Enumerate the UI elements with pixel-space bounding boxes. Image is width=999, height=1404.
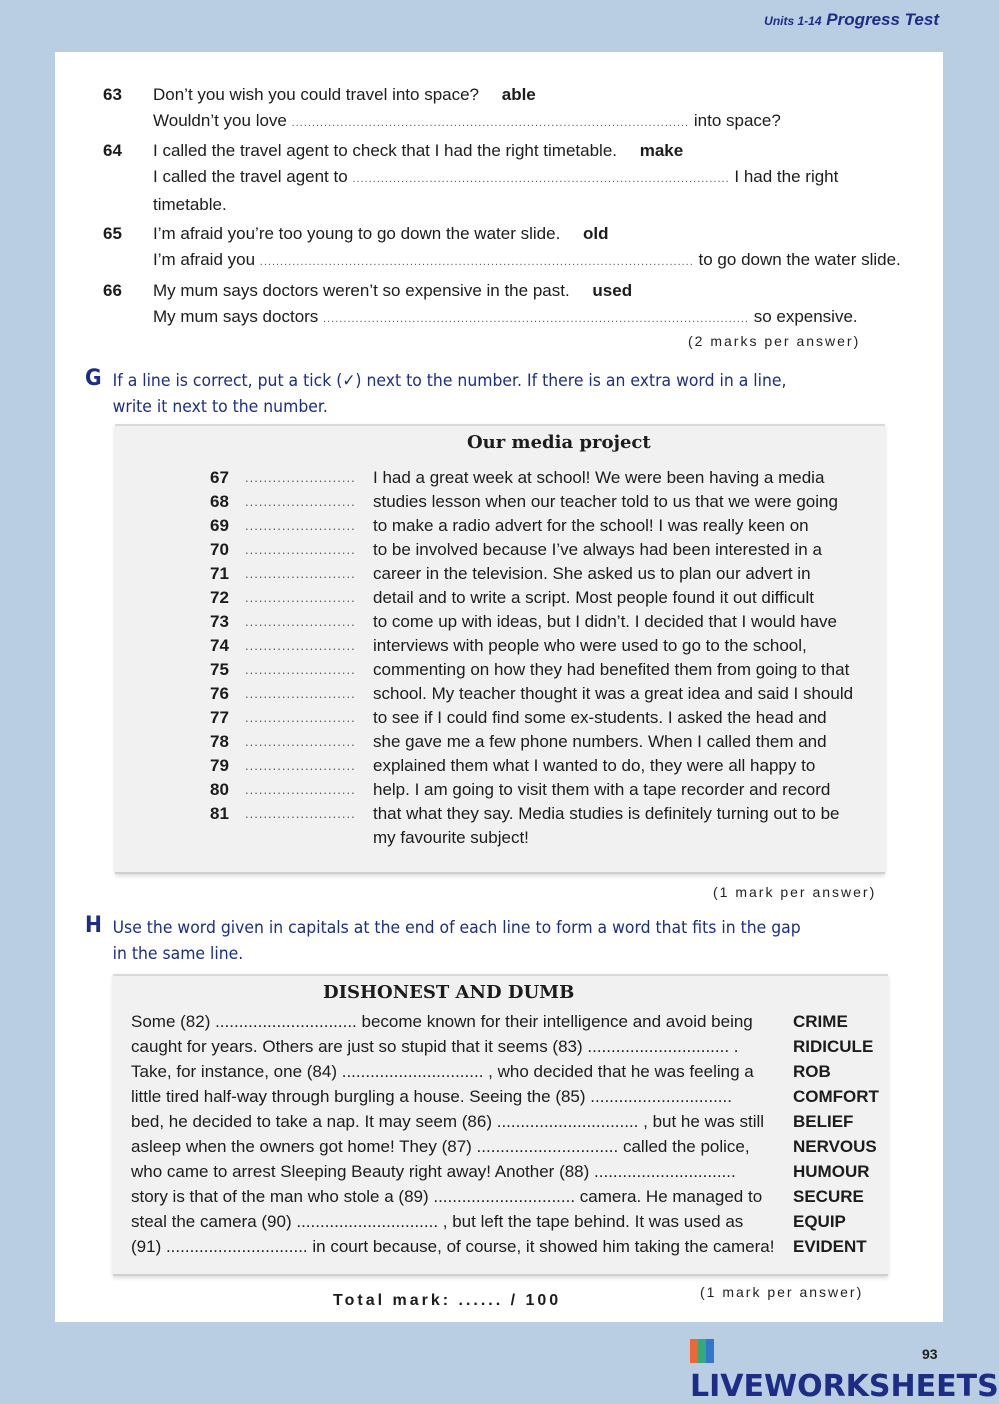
line-text: to be involved because I’ve always had been interested in a [373,540,822,559]
page-number: 93 [922,1346,938,1362]
liveworksheets-logo[interactable] [690,1334,999,1404]
answer-gap[interactable]: ........................ [245,686,356,701]
question-keyword: able [501,85,536,104]
word-formation-line: bed, he decided to take a nap. It may seem (86) .............................. , but he was still [131,1112,765,1131]
question-sentence: Don’t you wish you could travel into space? [153,85,480,104]
answer-gap[interactable]: ........................ [245,758,356,773]
line-text: that what they say. Media studies is definitely turning out to be [373,804,840,823]
answer-gap[interactable]: ........................ [245,566,356,581]
box-title: Our media project [467,432,651,453]
section-letter: G [85,366,102,391]
line-number: 72 [210,588,229,607]
section-g-instruction [85,368,812,420]
capital-word: EVIDENT [793,1237,867,1256]
line-number: 71 [210,564,229,583]
stem-after: to go down the water slide. [698,250,901,269]
instruction-text: Use the word given in capitals at the end of each line to form a word that fits in the gap in the same line. [112,918,801,964]
answer-gap[interactable]: ........................ [245,710,356,725]
answer-gap[interactable]: ........................ [245,494,356,509]
question-64 [103,138,903,218]
line-number: 69 [210,516,229,535]
answer-gap[interactable]: ........................ [245,614,356,629]
answer-gap[interactable]: ........................................................................................................... [259,256,694,268]
line-number: 78 [210,732,229,751]
question-keyword: used [592,281,633,300]
word-formation-line: story is that of the man who stole a (89) .............................. camera. He managed to [131,1187,763,1206]
line-number: 77 [210,708,229,727]
line-text: detail and to write a script. Most people found it out difficult [373,588,814,607]
capital-word: ROB [793,1062,831,1081]
question-sentence: I’m afraid you’re too young to go down the water slide. [153,224,561,243]
capital-word: SECURE [793,1187,864,1206]
line-number: 80 [210,780,229,799]
line-text: career in the television. She asked us to plan our advert in [373,564,811,583]
line-number: 68 [210,492,229,511]
line-number: 81 [210,804,229,823]
answer-gap[interactable]: ........................ [245,662,356,677]
line-text: school. My teacher thought it was a great idea and said I should [373,684,854,703]
line-text: interviews with people who were used to go to the school, [373,636,807,655]
text-box-media-project [115,424,885,874]
word-formation-line: little tired half-way through burgling a house. Seeing the (85) .............................. [131,1087,732,1106]
answer-gap[interactable]: ........................ [245,590,356,605]
section-g-marks: (1 mark per answer) [713,884,877,900]
stem-before: My mum says doctors [153,307,319,326]
capital-word: HUMOUR [793,1162,870,1181]
section-h-marks: (1 mark per answer) [700,1284,864,1300]
line-text: to see if I could find some ex-students. I asked the head and [373,708,827,727]
section-letter: H [85,913,102,938]
capital-word: NERVOUS [793,1137,877,1156]
answer-gap[interactable]: ........................ [245,518,356,533]
header-title: Progress Test [826,10,939,29]
line-number: 73 [210,612,229,631]
line-text: I had a great week at school! We were been having a media [373,468,825,487]
capital-word: BELIEF [793,1112,854,1131]
page-header [764,10,939,30]
word-formation-line: steal the camera (90) .............................. , but left the tape behind. It was used as [131,1212,744,1231]
question-number: 64 [103,141,122,160]
line-text: my favourite subject! [373,828,529,847]
answer-gap[interactable]: .................................................................................................. [291,117,690,129]
answer-gap[interactable]: ........................ [245,542,356,557]
answer-gap[interactable]: ........................ [245,782,356,797]
answer-gap[interactable]: ........................ [245,638,356,653]
capital-word: RIDICULE [793,1037,874,1056]
box-title: DISHONEST AND DUMB [323,982,575,1003]
line-number: 75 [210,660,229,679]
question-65 [103,221,903,275]
capital-word: CRIME [793,1012,848,1031]
stem-after: into space? [693,111,781,130]
stem-before: Wouldn’t you love [153,111,287,130]
line-text: to come up with ideas, but I didn’t. I decided that I would have [373,612,838,631]
section-f-marks: (2 marks per answer) [688,333,861,349]
total-mark: Total mark: ...... / 100 [333,1292,562,1309]
answer-gap[interactable]: ........................ [245,734,356,749]
question-keyword: make [639,141,684,160]
line-number: 79 [210,756,229,775]
question-sentence: My mum says doctors weren’t so expensive in the past. [153,281,570,300]
instruction-text: If a line is correct, put a tick (✓) next to the number. If there is an extra word in a line, write it next to the number. [112,371,787,417]
stem-after: I had the right [734,167,839,186]
answer-gap[interactable]: ......................................................................................................... [323,313,749,325]
line-text: she gave me a few phone numbers. When I called them and [373,732,827,751]
capital-word: COMFORT [793,1087,879,1106]
question-keyword: old [583,224,609,243]
line-number: 67 [210,468,229,487]
stem-after: so expensive. [753,307,858,326]
word-formation-line: Some (82) .............................. become known for their intelligence and avoid being [131,1012,753,1031]
answer-gap[interactable]: ........................ [245,806,356,821]
question-number: 66 [103,281,122,300]
line-number: 74 [210,636,229,655]
line-text: commenting on how they had benefited them from going to that [373,660,850,679]
worksheet-page [55,52,943,1322]
answer-gap[interactable]: ............................................................................................. [352,173,730,185]
line-number: 76 [210,684,229,703]
question-number: 65 [103,224,122,243]
line-text: to make a radio advert for the school! I was really keen on [373,516,809,535]
capital-word: EQUIP [793,1212,846,1231]
line-text: help. I am going to visit them with a tape recorder and record [373,780,831,799]
word-formation-line: asleep when the owners got home! They (87) .............................. called the police, [131,1137,750,1156]
word-formation-line: caught for years. Others are just so stupid that it seems (83) .............................. . [131,1037,739,1056]
stem-continued: timetable. [153,195,227,214]
question-number: 63 [103,85,122,104]
brand-icon [690,1339,714,1363]
header-units: Units 1-14 [764,14,822,28]
line-text: studies lesson when our teacher told to us that we were going [373,492,838,511]
line-number: 70 [210,540,229,559]
word-formation-line: Take, for instance, one (84) .............................. , who decided that he was feeling a [131,1062,754,1081]
question-66 [103,278,903,332]
word-formation-line: who came to arrest Sleeping Beauty right away! Another (88) .............................. [131,1162,736,1181]
question-63 [103,82,903,136]
answer-gap[interactable]: ........................ [245,470,356,485]
line-text: explained them what I wanted to do, they were all happy to [373,756,816,775]
stem-before: I’m afraid you [153,250,256,269]
brand-text: LIVEWORKSHEETS [690,1369,999,1404]
stem-before: I called the travel agent to [153,167,348,186]
word-formation-line: (91) .............................. in court because, of course, it showed him taking the camera! [131,1237,775,1256]
section-h-instruction [85,915,812,967]
question-sentence: I called the travel agent to check that I had the right timetable. [153,141,617,160]
